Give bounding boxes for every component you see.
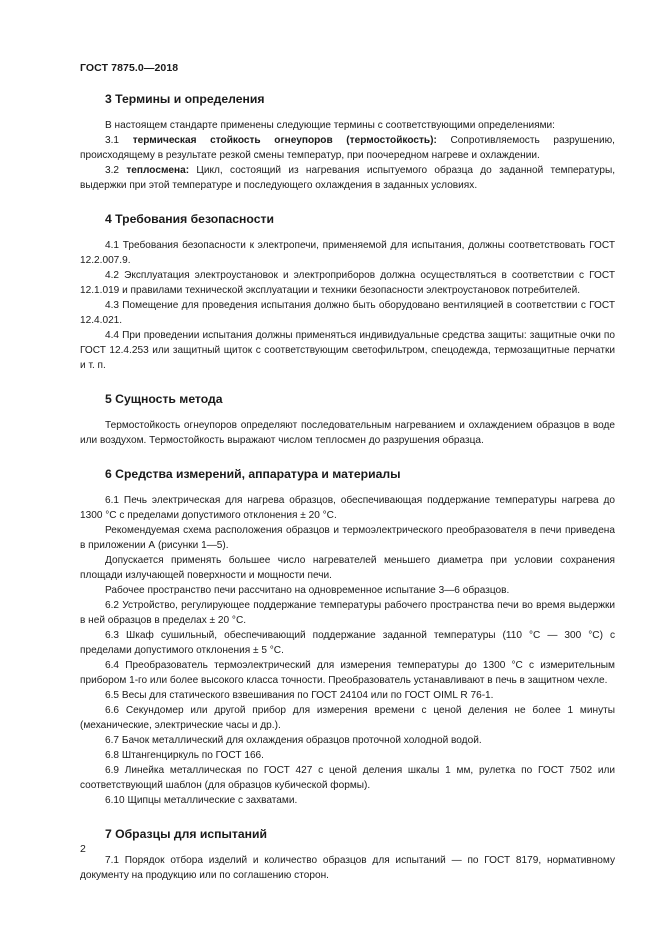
paragraph-number: 3.2 [105, 165, 120, 176]
paragraph: Рабочее пространство печи рассчитано на одновременное испытание 3—6 образцов. [105, 585, 510, 596]
definition-text: Цикл, состоящий из нагревания испытуемого образца до заданной температуры, выдержки при этой температуре и последующего охлаждения в заданных условиях. [80, 165, 616, 191]
paragraph: Термостойкость огнеупоров определяют последовательным нагреванием и охлаждением образцов в воде или воздухом. Термостойкость выражают числом теплосмен до разрушения образца. [80, 420, 615, 446]
paragraph: 6.10 Щипцы металлические с захватами. [105, 795, 298, 806]
paragraph: 4.1 Требования безопасности к электропечи, применяемой для испытания, должны соответствовать ГОСТ 12.2.007.9. [80, 240, 615, 266]
paragraph: 4.2 Эксплуатация электроустановок и электроприборов должна осуществляться в соответствии с ГОСТ 12.1.019 и правилами технической эксплуатации и техники безопасности электроустановок потребителей. [80, 270, 615, 296]
paragraph: 6.3 Шкаф сушильный, обеспечивающий поддержание заданной температуры (110 °С — 300 °С) с пределами допустимого отклонения ± 5 °С. [80, 630, 615, 656]
definition-text: Сопротивляемость разрушению, происходящему в результате резкой смены температур, при поочередном нагреве и охлаждении. [80, 135, 615, 161]
paragraph: 6.8 Штангенциркуль по ГОСТ 166. [105, 750, 264, 761]
definition-paragraph [80, 133, 615, 163]
section-title: 6 Средства измерений, аппаратура и материалы [105, 467, 401, 481]
definition-paragraph [80, 163, 615, 193]
section-title: 7 Образцы для испытаний [105, 827, 267, 841]
section-title: 5 Сущность метода [105, 392, 223, 406]
section-title: 4 Требования безопасности [105, 212, 274, 226]
paragraph: 4.4 При проведении испытания должны применяться индивидуальные средства защиты: защитные очки по ГОСТ 12.4.253 или защитный щиток с соответствующим светофильтром, спецодежда, термозащитные перчатки и т. п. [80, 330, 615, 371]
paragraph: 6.9 Линейка металлическая по ГОСТ 427 с ценой деления шкалы 1 мм, рулетка по ГОСТ 7502 или соответствующий шаблон (для образцов кубической формы). [80, 765, 615, 791]
section-title: 3 Термины и определения [105, 92, 265, 106]
document-header: ГОСТ 7875.0—2018 [80, 62, 179, 74]
page-number: 2 [80, 843, 86, 855]
paragraph: 6.6 Секундомер или другой прибор для измерения времени с ценой деления не более 1 минуты (механические, электрические часы и др.). [80, 705, 615, 731]
paragraph: 6.7 Бачок металлический для охлаждения образцов проточной холодной водой. [105, 735, 482, 746]
paragraph: Рекомендуемая схема расположения образцов и термоэлектрического преобразователя в печи приведена в приложении А (рисунки 1—5). [80, 525, 615, 551]
paragraph-number: 3.1 [105, 135, 120, 146]
document-body [80, 92, 615, 883]
paragraph: В настоящем стандарте применены следующие термины с соответствующими определениями: [105, 120, 555, 131]
paragraph: 6.1 Печь электрическая для нагрева образцов, обеспечивающая поддержание температуры нагрева до 1300 °С с пределами допустимого отклонения ± 20 °С. [80, 495, 615, 521]
paragraph: Допускается применять большее число нагревателей меньшего диаметра при условии сохранения площади излучающей поверхности и мощности печи. [80, 555, 615, 581]
paragraph: 6.5 Весы для статического взвешивания по ГОСТ 24104 или по ГОСТ OIML R 76-1. [105, 690, 494, 701]
paragraph: 6.4 Преобразователь термоэлектрический для измерения температуры до 1300 °С с измерительным прибором 1-го или более высокого класса точности. Преобразователь устанавливают в печь в защитном чехле. [80, 660, 615, 686]
paragraph: 6.2 Устройство, регулирующее поддержание температуры рабочего пространства печи во время выдержки в ней образцов в пределах ± 20 °С. [80, 600, 615, 626]
paragraph: 4.3 Помещение для проведения испытания должно быть оборудовано вентиляцией в соответствии с ГОСТ 12.4.021. [80, 300, 615, 326]
paragraph: 7.1 Порядок отбора изделий и количество образцов для испытаний — по ГОСТ 8179, нормативному документу на продукцию или по соглашению сторон. [80, 855, 615, 881]
defined-term: термическая стойкость огнеупоров (термостойкость): [132, 135, 437, 146]
defined-term: теплосмена: [126, 165, 190, 176]
